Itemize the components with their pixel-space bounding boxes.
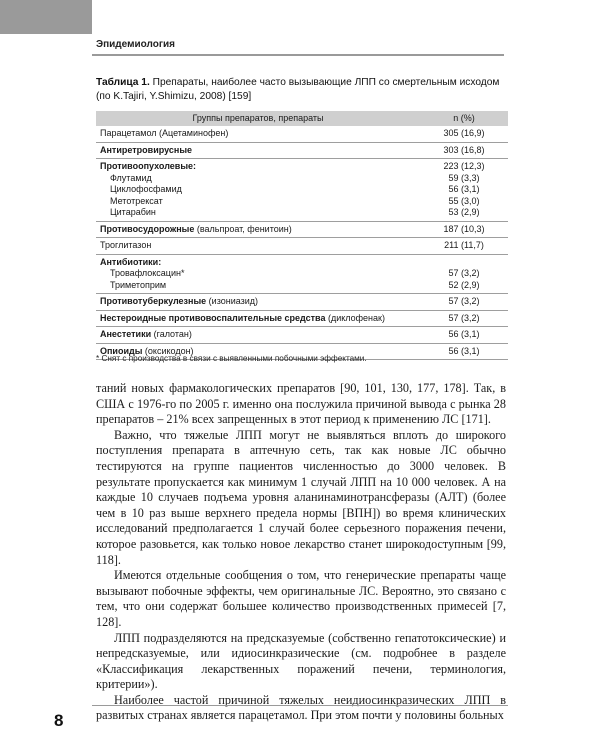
page-number: 8 (54, 711, 64, 730)
table-caption-label: Таблица 1. (96, 77, 150, 88)
row-n: 57 (3,2) (420, 294, 508, 311)
row-name (96, 327, 420, 344)
row-n: 305 (16,9) (420, 126, 508, 142)
table-row (96, 327, 508, 344)
column-header-n: n (%) (420, 111, 508, 126)
row-name (96, 294, 420, 311)
row-name: Противоопухолевые: (100, 161, 197, 171)
table-caption (96, 76, 506, 103)
row-name: Троглитазон (96, 238, 420, 255)
row-name-rest: (вальпроат, фенитоин) (194, 223, 292, 234)
paragraph: ЛПП подразделяются на предсказуемые (собственно гепатотоксические) и непредсказуемые, или идиосинкразические (см. подробнее в разделе «Классификация лекарственных поражений печени, терминология, критерии»). (96, 630, 506, 692)
paragraph: Имеются отдельные сообщения о том, что генерические препараты чаще вызывают побочные эффекты, чем оригинальные ЛС. Вероятно, это связано с тем, что они содержат большее количество производственных примесей [7, 128]. (96, 568, 506, 629)
row-n: 55 (3,0) (448, 195, 480, 206)
table-row (96, 196, 508, 208)
row-name: Циклофосфамид (110, 184, 182, 194)
row-name-bold: Опиоиды (100, 345, 143, 356)
row-name: Парацетамол (Ацетаминофен) (96, 126, 420, 142)
row-n: 57 (3,2) (420, 310, 508, 327)
bottom-rule (92, 705, 508, 706)
table-row (96, 310, 508, 327)
row-name: Тровафлоксацин* (110, 268, 185, 278)
row-name-rest: (изониазид) (206, 296, 259, 306)
table-row (96, 238, 508, 255)
table-row (96, 126, 508, 142)
row-name-bold: Анестетики (100, 329, 152, 339)
row-n: 59 (3,3) (448, 172, 480, 183)
table-row (96, 142, 508, 159)
row-n: 211 (11,7) (420, 238, 508, 255)
row-n: 56 (3,1) (448, 184, 480, 194)
table-row (96, 173, 508, 185)
row-name: Метотрексат (110, 195, 163, 206)
table-row (96, 184, 508, 196)
row-n: 56 (3,1) (420, 343, 508, 360)
row-name: Цитарабин (96, 207, 420, 221)
row-n: 223 (12,3) (443, 161, 485, 171)
section-title: Эпидемиология (96, 39, 175, 50)
header-side-bar (0, 0, 92, 34)
row-n: 303 (16,8) (420, 142, 508, 159)
paragraph: таний новых фармакологических препаратов [90, 101, 130, 177, 178]. Так, в США с 1976-го по 2005 г. именно она послужила причиной вывода с рынка 28 препаратов – 21% всех запрещенных в этот период к применению ЛС [171]. (96, 381, 506, 427)
row-name-bold: Противосудорожные (100, 223, 195, 234)
table-row (96, 221, 508, 238)
row-name-rest: (диклофенак) (325, 312, 385, 323)
table-row (96, 207, 508, 221)
table-row (96, 294, 508, 311)
paragraph: Важно, что тяжелые ЛПП могут не выявляться вплоть до широкого поступления препарата в аптечную сеть, так как новые ЛС обычно тестируются на группе пациентов численностью до 3000 человек. В результате пропускается как минимум 1 случай ЛПП на 10 000 человек. А на каждые 10 случаев подъема уровня аланинаминотрансферазы (АЛТ) (более чем в 10 раз выше верхнего предела нормы [ВПН]) во время клинических исследований предполагается 1 случай более серьезного поражения печени, которое разовьется, как только новое лекарство станет широкодоступным [99, 118]. (96, 427, 506, 567)
row-name: Триметоприм (96, 280, 420, 294)
paragraph: Наиболее частой причиной тяжелых неидиосинкразических ЛПП в развитых странах является парацетамол. При этом почти у половины больных (96, 692, 506, 723)
row-name (96, 221, 420, 238)
table-caption-text: Препараты, наиболее часто вызывающие ЛПП со смертельным исходом (по K.Tajiri, Y.Shimizu, 2008) [159] (96, 77, 500, 102)
column-header-group: Группы препаратов, препараты (96, 111, 420, 126)
row-n (420, 254, 508, 268)
drugs-table (96, 111, 508, 360)
table-footnote: * Снят с производства в связи с выявленными побочными эффектами. (96, 354, 367, 363)
table-row (96, 268, 508, 280)
row-n: 52 (2,9) (420, 280, 508, 294)
table-header-row (96, 111, 508, 126)
section-underline (92, 54, 504, 56)
row-name (96, 310, 420, 327)
table-row (96, 254, 508, 268)
row-name-rest: (галотан) (151, 329, 192, 339)
row-name-bold: Нестероидные противовоспалительные средства (100, 312, 326, 323)
row-name: Флутамид (110, 172, 152, 183)
row-n: 187 (10,3) (420, 221, 508, 238)
table-row (96, 159, 508, 173)
row-name-rest: (оксикодон) (142, 345, 194, 356)
row-name-bold: Противотуберкулезные (100, 296, 207, 306)
row-n: 53 (2,9) (420, 207, 508, 221)
row-name: Антиретровирусные (96, 142, 420, 159)
body-text (96, 381, 506, 724)
table-row (96, 280, 508, 294)
row-n: 57 (3,2) (448, 268, 480, 278)
row-n: 56 (3,1) (420, 327, 508, 344)
row-name: Антибиотики: (100, 256, 162, 267)
